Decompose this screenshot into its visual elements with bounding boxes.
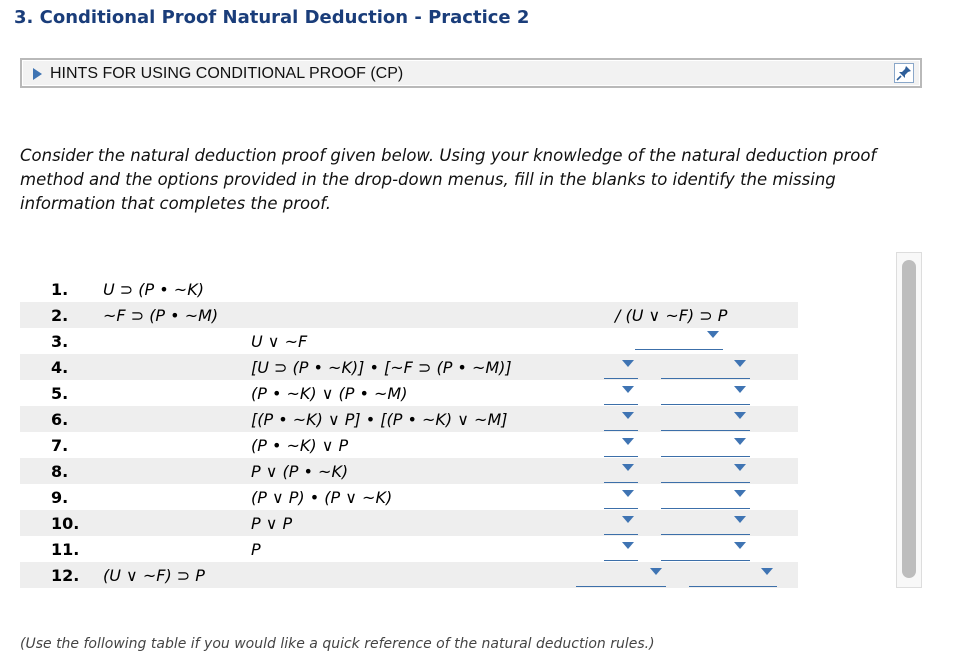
rule-dropdown[interactable] (661, 513, 750, 535)
rule-dropdown[interactable] (661, 487, 750, 509)
line-number: 4. (51, 358, 69, 377)
line-number: 11. (51, 540, 80, 559)
rule-dropdown[interactable] (661, 435, 750, 457)
dropdown-arrow-icon[interactable] (761, 568, 773, 575)
line-reference-dropdown[interactable] (604, 409, 638, 431)
proof-table (20, 276, 798, 588)
line-number: 6. (51, 410, 69, 429)
expand-triangle-icon[interactable] (33, 68, 42, 80)
page-title: 3. Conditional Proof Natural Deduction - Practice 2 (14, 7, 530, 28)
dropdown-arrow-icon[interactable] (622, 360, 634, 367)
conclusion-text: / (U ∨ ~F) ⊃ P (615, 306, 728, 325)
step-formula: (P • ~K) ∨ P (251, 436, 349, 455)
line-number: 1. (51, 280, 69, 299)
proof-line-7 (20, 432, 798, 458)
line-reference-dropdown[interactable] (604, 383, 638, 405)
dropdown-arrow-icon[interactable] (734, 438, 746, 445)
proof-line-5 (20, 380, 798, 406)
dropdown-arrow-icon[interactable] (650, 568, 662, 575)
line-reference-dropdown[interactable] (604, 435, 638, 457)
line-reference-dropdown[interactable] (604, 461, 638, 483)
proof-line-6 (20, 406, 798, 432)
hints-label[interactable]: HINTS FOR USING CONDITIONAL PROOF (CP) (50, 65, 404, 82)
line-reference-dropdown[interactable] (604, 539, 638, 561)
premise-text: (U ∨ ~F) ⊃ P (103, 566, 205, 585)
dropdown-arrow-icon[interactable] (622, 516, 634, 523)
proof-line-2 (20, 302, 798, 328)
line-reference-dropdown[interactable] (576, 565, 666, 587)
dropdown-arrow-icon[interactable] (734, 360, 746, 367)
line-number: 3. (51, 332, 69, 351)
rule-dropdown[interactable] (661, 409, 750, 431)
dropdown-arrow-icon[interactable] (707, 331, 719, 338)
step-formula: P ∨ P (251, 514, 293, 533)
step-formula: P ∨ (P • ~K) (251, 462, 349, 481)
rule-dropdown[interactable] (661, 357, 750, 379)
dropdown-arrow-icon[interactable] (622, 464, 634, 471)
dropdown-arrow-icon[interactable] (734, 542, 746, 549)
step-formula: U ∨ ~F (251, 332, 308, 351)
step-formula: (P ∨ P) • (P ∨ ~K) (251, 488, 393, 507)
premise-text: U ⊃ (P • ~K) (103, 280, 204, 299)
proof-line-1 (20, 276, 798, 302)
rule-dropdown[interactable] (689, 565, 777, 587)
dropdown-arrow-icon[interactable] (734, 386, 746, 393)
proof-line-12 (20, 562, 798, 588)
dropdown-arrow-icon[interactable] (734, 464, 746, 471)
line-number: 2. (51, 306, 69, 325)
line-number: 7. (51, 436, 69, 455)
dropdown-arrow-icon[interactable] (622, 490, 634, 497)
dropdown-arrow-icon[interactable] (622, 386, 634, 393)
line-reference-dropdown[interactable] (604, 487, 638, 509)
premise-text: ~F ⊃ (P • ~M) (103, 306, 219, 325)
line-reference-dropdown[interactable] (604, 357, 638, 379)
line-number: 9. (51, 488, 69, 507)
line-number: 5. (51, 384, 69, 403)
dropdown-arrow-icon[interactable] (734, 490, 746, 497)
vertical-scrollbar[interactable] (896, 252, 922, 588)
scrollbar-thumb[interactable] (902, 260, 916, 578)
rule-dropdown[interactable] (661, 383, 750, 405)
hints-panel[interactable] (20, 58, 922, 88)
line-number: 8. (51, 462, 69, 481)
dropdown-arrow-icon[interactable] (622, 542, 634, 549)
proof-line-3 (20, 328, 798, 354)
proof-line-10 (20, 510, 798, 536)
pushpin-icon[interactable] (894, 63, 914, 83)
dropdown-arrow-icon[interactable] (734, 412, 746, 419)
step-formula: [U ⊃ (P • ~K)] • [~F ⊃ (P • ~M)] (251, 358, 512, 377)
line-number: 12. (51, 566, 80, 585)
step-formula: (P • ~K) ∨ (P • ~M) (251, 384, 408, 403)
dropdown-arrow-icon[interactable] (622, 412, 634, 419)
line-number: 10. (51, 514, 80, 533)
dropdown-arrow-icon[interactable] (734, 516, 746, 523)
justification-dropdown[interactable] (635, 328, 723, 350)
dropdown-arrow-icon[interactable] (622, 438, 634, 445)
proof-line-4 (20, 354, 798, 380)
instructions-text: Consider the natural deduction proof given below. Using your knowledge of the natural deduction proof method and the options provided in the drop-down menus, fill in the blanks to identify the missing information that completes the proof. (20, 146, 877, 213)
proof-line-9 (20, 484, 798, 510)
proof-line-8 (20, 458, 798, 484)
proof-line-11 (20, 536, 798, 562)
step-formula: P (251, 540, 261, 559)
step-formula: [(P • ~K) ∨ P] • [(P • ~K) ∨ ~M] (251, 410, 508, 429)
footer-note: (Use the following table if you would like a quick reference of the natural deduction rules.) (20, 636, 655, 652)
line-reference-dropdown[interactable] (604, 513, 638, 535)
rule-dropdown[interactable] (661, 461, 750, 483)
rule-dropdown[interactable] (661, 539, 750, 561)
